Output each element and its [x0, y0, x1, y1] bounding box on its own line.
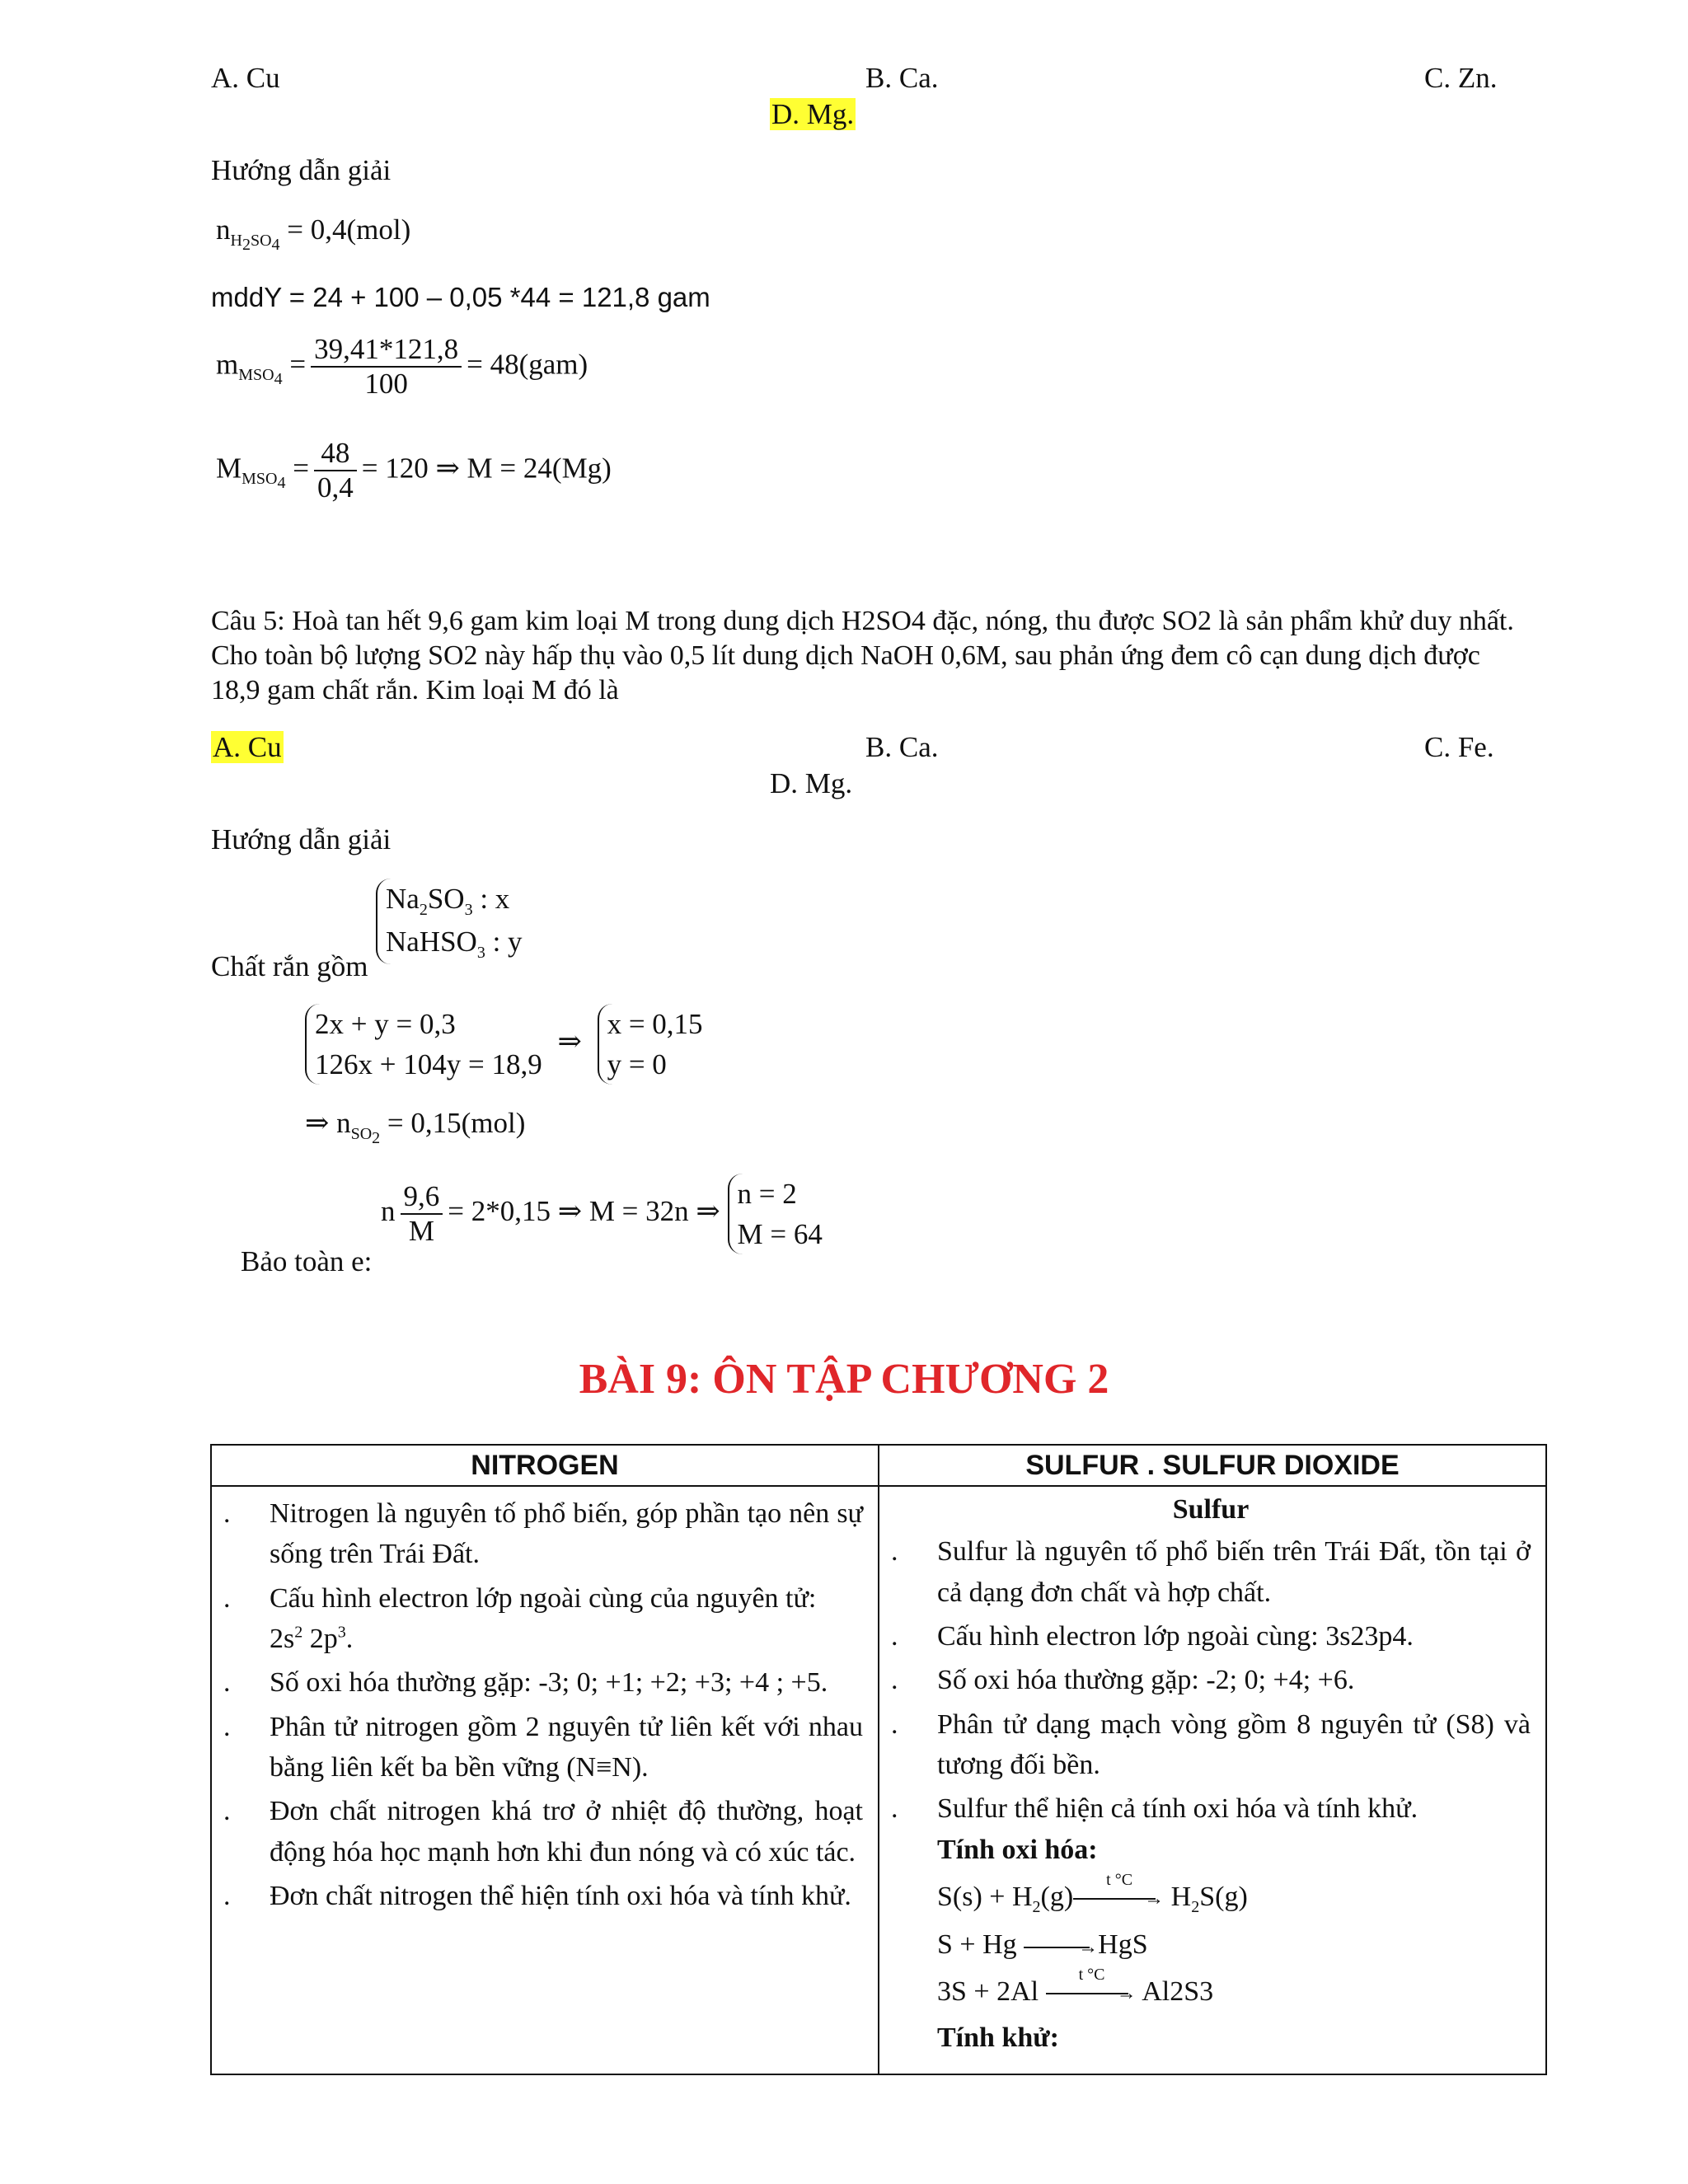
list-item: . Sulfur thể hiện cả tính oxi hóa và tính khử. — [891, 1793, 1418, 1825]
q5-stem-line-3: 18,9 gam chất rắn. Kim loại M đó là — [211, 675, 619, 705]
reaction-1: $S(s) + H_2(g)$ t °C → $H_2S(g)$ — [937, 1870, 1248, 1916]
sulfur-cell — [879, 1486, 1546, 2074]
oxidizing-label: Tính oxi hóa: — [937, 1835, 1098, 1866]
q4-option-b: B. Ca. — [865, 62, 939, 94]
reaction-arrow-2: → — [1024, 1939, 1098, 1956]
q4-M-value: = 120 ⇒ M = 24(Mg) — [361, 452, 612, 485]
list-item: . Nitrogen là nguyên tố phổ biến, góp phần tạo nên sự sống trên Trái Đất. — [223, 1498, 863, 1570]
q4-mddY: mddY = 24 + 100 – 0,05 *44 = 121,8 gam — [211, 282, 710, 312]
reaction-2 — [937, 1927, 1531, 1963]
list-item: . Sulfur là nguyên tố phổ biến trên Trái Đất, tồn tại ở cả dạng đơn chất và hợp chất. — [891, 1536, 1531, 1608]
q4-frac1-den: 100 — [364, 368, 408, 401]
table-header-nitrogen: NITROGEN — [211, 1445, 879, 1486]
list-item: . Số oxi hóa thường gặp: -3; 0; +1; +2; +3; +4 ; +5. — [223, 1667, 828, 1699]
reducing-label: Tính khử: — [937, 2022, 1059, 2053]
q4-n-value: = 0,4(mol) — [287, 213, 411, 246]
r3-left: 3S + 2Al — [937, 1975, 1039, 2007]
q4-fraction-2 — [314, 437, 357, 505]
reaction-3 — [937, 1965, 1531, 2010]
q5-sys3-b: y = 0 — [607, 1048, 667, 1080]
r2-right: HgS — [1098, 1929, 1148, 1961]
section-title: BÀI 9: ÔN TẬP CHƯƠNG 2 — [579, 1356, 1109, 1403]
table-header-sulfur: SULFUR . SULFUR DIOXIDE — [879, 1445, 1546, 1486]
q5-guide-heading: Hướng dẫn giải — [211, 823, 392, 855]
list-item: . Đơn chất nitrogen khá trơ ở nhiệt độ thường, hoạt động hóa học mạnh hơn khi đun nóng và có xúc tác. — [223, 1796, 863, 1868]
q5-option-d: D. Mg. — [770, 767, 853, 799]
q4-option-c: C. Zn. — [1424, 62, 1498, 94]
r3-right: Al2S3 — [1142, 1975, 1214, 2007]
q5-n-so2-value: = 0,15(mol) — [387, 1107, 526, 1139]
r1-condition: t °C — [1106, 1870, 1133, 1889]
q5-bt-fraction — [401, 1180, 443, 1249]
q5-answer-highlight: A. Cu — [213, 731, 282, 763]
q5-sys2-b: 126x + 104y = 18,9 — [315, 1048, 542, 1080]
nitrogen-cell — [211, 1486, 879, 2074]
reaction-arrow-3: t °C → — [1046, 1985, 1137, 2002]
q5-stem-line-2: Cho toàn bộ lượng SO2 này hấp thụ vào 0,5 lít dung dịch NaOH 0,6M, sau phản ứng đem cô cạn dung dịch được — [211, 640, 1480, 671]
q5-bt-equation: n $\frac{9,6}{M}$ = 2*0,15 ⇒ M = 32n ⇒ n = 2 M = 64 — [381, 1174, 823, 1254]
review-table — [210, 1444, 1547, 2075]
q4-n-h2so4: $n_{H_2SO_4} = 0,4(mol)$ — [216, 213, 411, 254]
q4-option-d — [770, 96, 856, 134]
q5-bt-den: M — [408, 1215, 434, 1247]
q5-bt-a: n = 2 — [737, 1178, 797, 1210]
q4-M-mso4: $M_{MSO_4}$ = $\frac{48}{0,4}$ = 120 ⇒ M = 24(Mg) — [216, 437, 612, 504]
r1-mid: (g) — [1040, 1881, 1074, 1912]
list-item: . Cấu hình electron lớp ngoài cùng của nguyên tử: $2s^2$ $2p^3$. — [223, 1582, 817, 1655]
q5-bt-eq: = 2*0,15 ⇒ M = 32n ⇒ — [448, 1195, 720, 1228]
q5-sys2-a: 2x + y = 0,3 — [315, 1008, 456, 1040]
q5-sys1-b: : y — [492, 926, 523, 958]
r3-condition: t °C — [1078, 1965, 1105, 1984]
q5-bt-b: M = 64 — [737, 1218, 823, 1250]
q4-m-value: = 48(gam) — [467, 348, 588, 381]
q4-fraction-1 — [311, 333, 462, 401]
r2-left: S + Hg — [937, 1929, 1017, 1961]
sulfur-subheading: Sulfur — [1172, 1494, 1250, 1526]
r1-left: S(s) + H — [937, 1881, 1033, 1912]
list-item: . Cấu hình electron lớp ngoài cùng: 3s23p4. — [891, 1620, 1414, 1652]
list-item: . Đơn chất nitrogen thể hiện tính oxi hóa và tính khử. — [223, 1880, 851, 1911]
q4-frac1-num: 39,41*121,8 — [311, 333, 462, 368]
q4-option-a: A. Cu — [211, 62, 280, 94]
q5-option-a — [211, 729, 284, 766]
q5-solid-system: $Na_2SO_3$ : x NaHSO$_3$ : y — [376, 879, 523, 964]
q5-bt-label: Bảo toàn e: — [241, 1245, 373, 1277]
q5-solid-label: Chất rắn gồm — [211, 950, 368, 982]
list-item: . Phân tử dạng mạch vòng gồm 8 nguyên tử (S8) và tương đối bền. — [891, 1708, 1531, 1780]
list-item: . Số oxi hóa thường gặp: -2; 0; +4; +6. — [891, 1665, 1355, 1696]
q5-stem-line-1: Câu 5: Hoà tan hết 9,6 gam kim loại M trong dung dịch H2SO4 đặc, nóng, thu được SO2 là sản phẩm khử duy nhất. — [211, 606, 1514, 636]
q4-frac2-num: 48 — [314, 437, 357, 471]
q4-m-mso4: $m_{MSO_4}$ = $\frac{39,41*121,8}{100}$ = 48(gam) — [216, 333, 588, 401]
q5-equation-system: 2x + y = 0,3 126x + 104y = 18,9 ⇒ x = 0,15 y = 0 — [305, 1004, 703, 1085]
list-item: . Phân tử nitrogen gồm 2 nguyên tử liên kết với nhau bằng liên kết ba bền vững (N≡N). — [223, 1711, 863, 1783]
q5-option-b: B. Ca. — [865, 731, 939, 763]
q4-frac2-den: 0,4 — [316, 471, 354, 504]
q5-n-so2: ⇒ $n_{SO_2} = 0,15(mol)$ — [305, 1107, 526, 1147]
q5-sys3-a: x = 0,15 — [607, 1008, 703, 1040]
q5-option-c: C. Fe. — [1424, 731, 1494, 763]
r1-right: S(g) — [1199, 1881, 1248, 1912]
q5-bt-num: 9,6 — [401, 1180, 443, 1215]
q4-answer-highlight: D. Mg. — [771, 98, 855, 130]
q4-guide-heading: Hướng dẫn giải — [211, 154, 392, 186]
q5-sys1-a: : x — [480, 883, 510, 915]
reaction-arrow-1: t °C → — [1073, 1891, 1164, 1907]
